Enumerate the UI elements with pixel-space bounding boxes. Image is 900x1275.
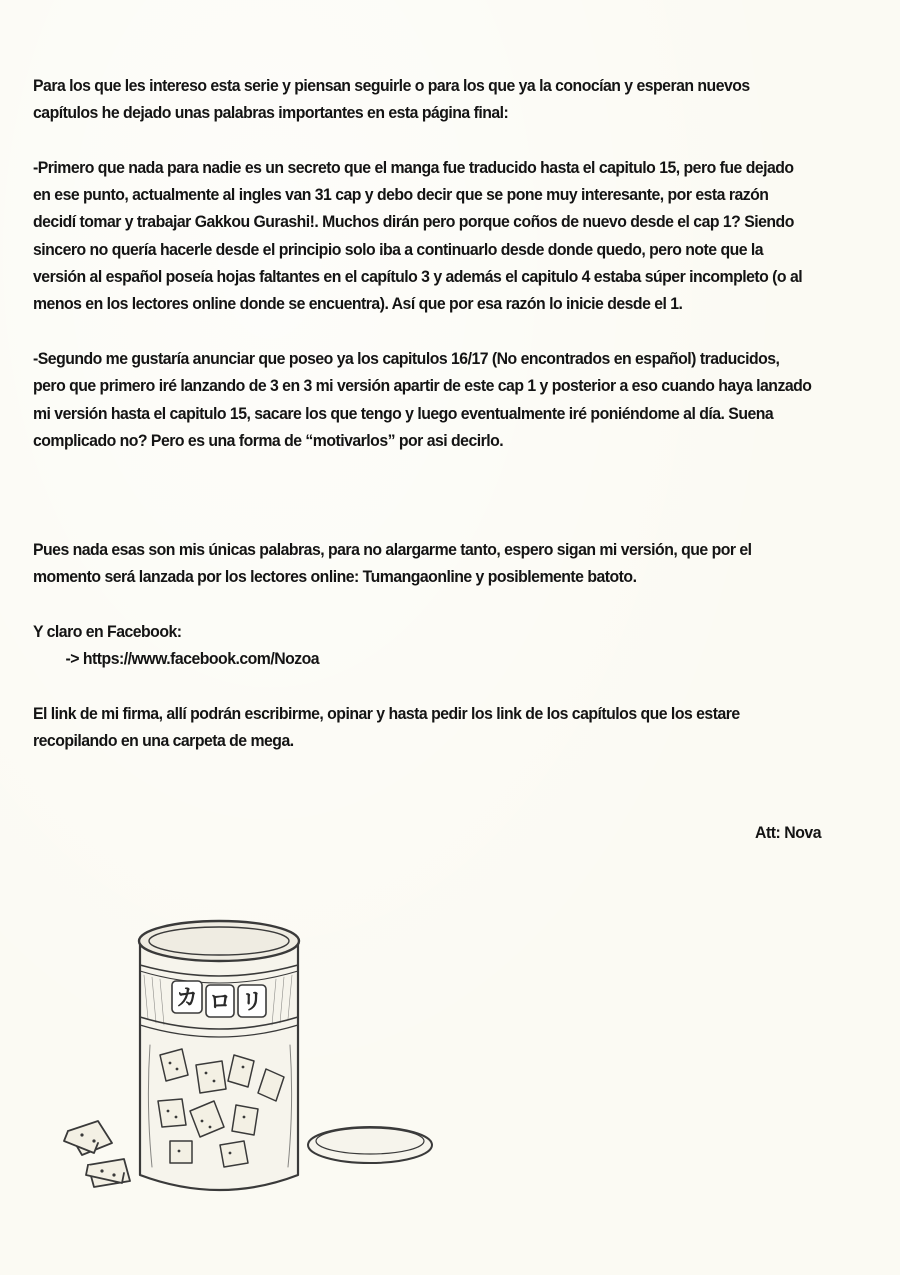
facebook-link[interactable]: -> https://www.facebook.com/Nozoa — [65, 649, 320, 669]
facebook-label: Y claro en Facebook: — [33, 622, 182, 642]
paragraph-first-point: -Primero que nada para nadie es un secreto que el manga fue traducido hasta el capitulo 15, pero fue dejado en ese punto, actualmente al ingles van 31 cap y debo decir que se pone muy interesante, por esta razón decidí tomar y trabajar Gakkou Gurashi!. Muchos dirán pero porque coños de nuevo desde el cap 1? Siendo sincero no quería hacerle desde el principio solo iba a continuarlo desde donde quedo, pero note que la versión al español poseía hojas faltantes en el capítulo 3 y además el capitulo 4 estaba súper incompleto (o al menos en los lectores online donde se encuentra). Así que por esa razón lo inicie desde el 1. — [33, 157, 803, 314]
facebook-section — [33, 618, 814, 673]
paragraph-closing-words: Pues nada esas son mis únicas palabras, para no alargarme tanto, espero sigan mi versión, que por el momento será lanzada por los lectores online: Tumangaonline y posiblemente batoto. — [33, 540, 752, 587]
document-body — [33, 72, 814, 782]
signature: Att: Nova — [755, 823, 822, 842]
paragraph-second-point: -Segundo me gustaría anunciar que poseo ya los capitulos 16/17 (No encontrados en español) traducidos, pero que primero iré lanzando de 3 en 3 mi versión apartir de este cap 1 y posterior a eso cuando haya lanzado mi versión hasta el capitulo 15, sacare los que tengo y luego eventualmente iré poniéndome al día. Suena complicado no? Pero es una forma de “motivarlos” por asi decirlo. — [33, 348, 812, 450]
snack-can-illustration — [40, 905, 480, 1225]
paragraph-signature-link: El link de mi firma, allí podrán escribirme, opinar y hasta pedir los link de los capítulos que los estare recopilando en una carpeta de mega. — [33, 703, 740, 751]
can-label-glyph-3: リ — [240, 990, 264, 1015]
paragraph-intro: Para los que les intereso esta serie y piensan seguirle o para los que ya la conocían y esperan nuevos capítulos he dejado unas palabras importantes en esta página final: — [33, 76, 750, 123]
can-label-glyph-1: カ — [175, 986, 199, 1011]
can-label-glyph-2: ロ — [208, 990, 232, 1015]
